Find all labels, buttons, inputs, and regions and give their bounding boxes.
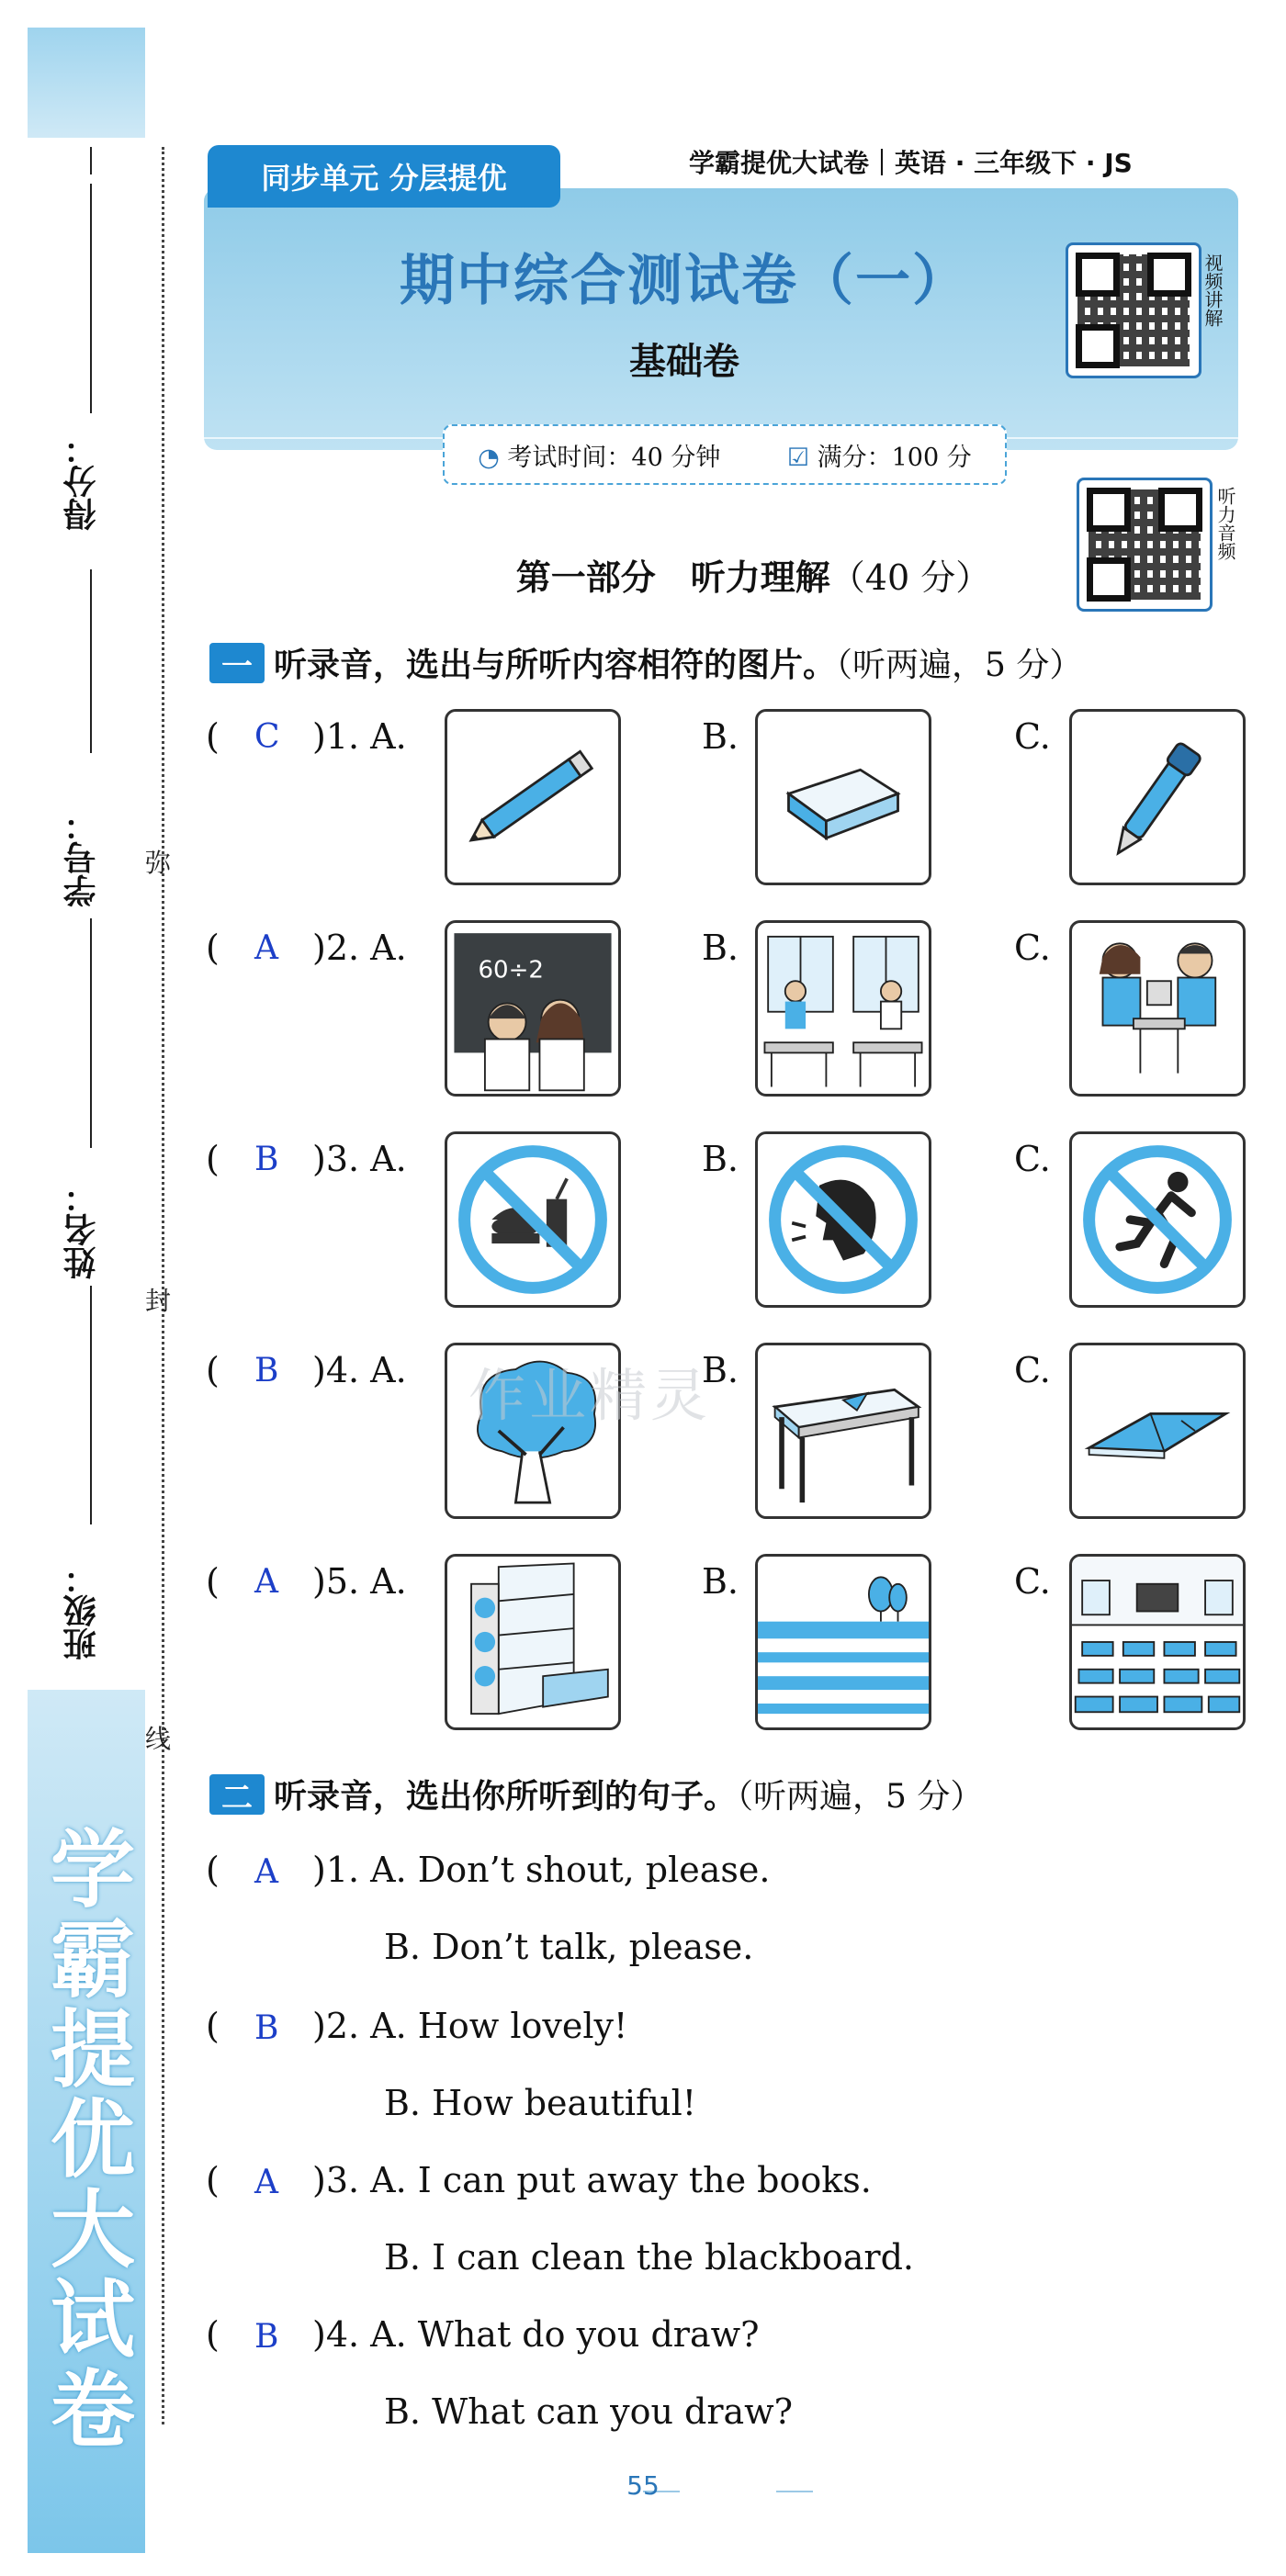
- margin-decoration-top: [28, 28, 145, 138]
- answer-bracket-open: (: [206, 1850, 220, 1890]
- series-tag: 同步单元 分层提优: [208, 145, 560, 208]
- blackboard-children-image[interactable]: [445, 920, 621, 1097]
- score-label: 得分：: [63, 432, 101, 531]
- answer-letter[interactable]: B: [254, 2009, 279, 2047]
- exam-subtitle: 基础卷: [629, 341, 739, 383]
- answer-bracket-open: (: [206, 2314, 220, 2355]
- option-a-sentence[interactable]: )2. A. How lovely!: [312, 2006, 628, 2046]
- cleaning-windows-image[interactable]: [755, 920, 931, 1097]
- seal-char-mi: 弥: [145, 848, 172, 878]
- student-id-line: [90, 918, 92, 1148]
- exam-info-bar: [443, 424, 1007, 485]
- time-info: ◔ 考试时间：40 分钟: [478, 443, 721, 472]
- option-b-label: B.: [702, 1561, 739, 1602]
- student-id-label: 学号：: [63, 808, 101, 907]
- no-eating-sign-image[interactable]: [445, 1131, 621, 1308]
- name-line: [90, 1286, 92, 1524]
- answer-bracket-open: (: [206, 2006, 220, 2046]
- eraser-image[interactable]: [755, 709, 931, 885]
- watermark: 作业精灵: [468, 1362, 712, 1429]
- answer-bracket-open: (: [206, 1139, 220, 1179]
- series-title: 学霸提优大试卷｜英语 · 三年级下 · JS: [689, 148, 1133, 178]
- option-b-label: B.: [702, 716, 739, 757]
- name-label: 姓名：: [63, 1180, 101, 1279]
- option-b-label: B.: [702, 1350, 739, 1390]
- no-running-sign-image[interactable]: [1069, 1131, 1246, 1308]
- answer-bracket-open: (: [206, 1350, 220, 1390]
- question-number: )4. A.: [312, 1350, 407, 1390]
- answer-letter[interactable]: B: [254, 1141, 279, 1178]
- option-b-sentence[interactable]: B. Don’t talk, please.: [384, 1927, 754, 1967]
- answer-letter[interactable]: A: [254, 2164, 278, 2201]
- answer-letter[interactable]: A: [254, 929, 278, 967]
- option-a-sentence[interactable]: )3. A. I can put away the books.: [312, 2160, 872, 2200]
- question-number: )3. A.: [312, 1139, 407, 1179]
- option-b-sentence[interactable]: B. I can clean the blackboard.: [384, 2237, 914, 2278]
- pen-image[interactable]: [1069, 709, 1246, 885]
- answer-bracket-open: (: [206, 2160, 220, 2200]
- option-b-label: B.: [702, 928, 739, 968]
- audio-qr-label: 听力音频: [1214, 487, 1236, 560]
- brand-vertical-text: 学霸提优大试卷: [37, 1825, 136, 2455]
- question-number: )1. A.: [312, 716, 407, 757]
- moving-desks-image[interactable]: [1069, 920, 1246, 1097]
- exam-title: 期中综合测试卷（一）: [400, 249, 969, 313]
- score-line-2: [90, 569, 92, 753]
- option-c-label: C.: [1014, 928, 1051, 968]
- svg-text:60÷2: 60÷2: [478, 956, 544, 984]
- section-2-title: 听录音，选出你所听到的句子。（听两遍，5 分）: [274, 1778, 984, 1816]
- page-number-line-right: [776, 2491, 813, 2492]
- answer-letter[interactable]: A: [254, 1853, 278, 1891]
- option-c-label: C.: [1014, 716, 1051, 757]
- answer-letter[interactable]: B: [254, 1352, 279, 1389]
- library-image[interactable]: [445, 1554, 621, 1730]
- question-number: )2. A.: [312, 928, 407, 968]
- page-number: 55: [626, 2470, 660, 2501]
- class-line: [90, 147, 92, 174]
- option-b-sentence[interactable]: B. How beautiful!: [384, 2083, 697, 2123]
- option-b-label: B.: [702, 1139, 739, 1179]
- river-image[interactable]: [755, 1554, 931, 1730]
- section-2-number: 二: [209, 1774, 265, 1815]
- answer-letter[interactable]: A: [254, 1563, 278, 1601]
- answer-letter[interactable]: C: [254, 718, 280, 756]
- option-a-sentence[interactable]: )1. A. Don’t shout, please.: [312, 1850, 771, 1890]
- desk-image[interactable]: [755, 1343, 931, 1519]
- answer-bracket-open: (: [206, 716, 220, 757]
- answer-letter[interactable]: B: [254, 2318, 279, 2356]
- classroom-image[interactable]: [1069, 1554, 1246, 1730]
- book-image[interactable]: [1069, 1343, 1246, 1519]
- video-qr-code[interactable]: [1066, 242, 1201, 378]
- option-c-label: C.: [1014, 1139, 1051, 1179]
- clock-icon: ◔: [478, 443, 500, 472]
- question-number: )5. A.: [312, 1561, 407, 1602]
- option-c-label: C.: [1014, 1350, 1051, 1390]
- score-info: ☑ 满分：100 分: [786, 443, 972, 472]
- no-shouting-sign-image[interactable]: [755, 1131, 931, 1308]
- answer-bracket-open: (: [206, 928, 220, 968]
- check-icon: ☑: [786, 443, 810, 472]
- section-1-title: 听录音，选出与所听内容相符的图片。（听两遍，5 分）: [274, 647, 1083, 684]
- option-c-label: C.: [1014, 1561, 1051, 1602]
- section-1-number: 一: [209, 643, 265, 683]
- part-title: 第一部分 听力理解（40 分）: [515, 557, 991, 598]
- seal-char-xian: 线: [145, 1724, 172, 1754]
- answer-bracket-open: (: [206, 1561, 220, 1602]
- class-label: 班级：: [63, 1561, 101, 1660]
- seal-char-feng: 封: [145, 1286, 172, 1316]
- option-b-sentence[interactable]: B. What can you draw?: [384, 2391, 794, 2432]
- pencil-image[interactable]: [445, 709, 621, 885]
- video-qr-label: 视频讲解: [1201, 253, 1224, 327]
- option-a-sentence[interactable]: )4. A. What do you draw?: [312, 2314, 760, 2355]
- score-line: [90, 184, 92, 413]
